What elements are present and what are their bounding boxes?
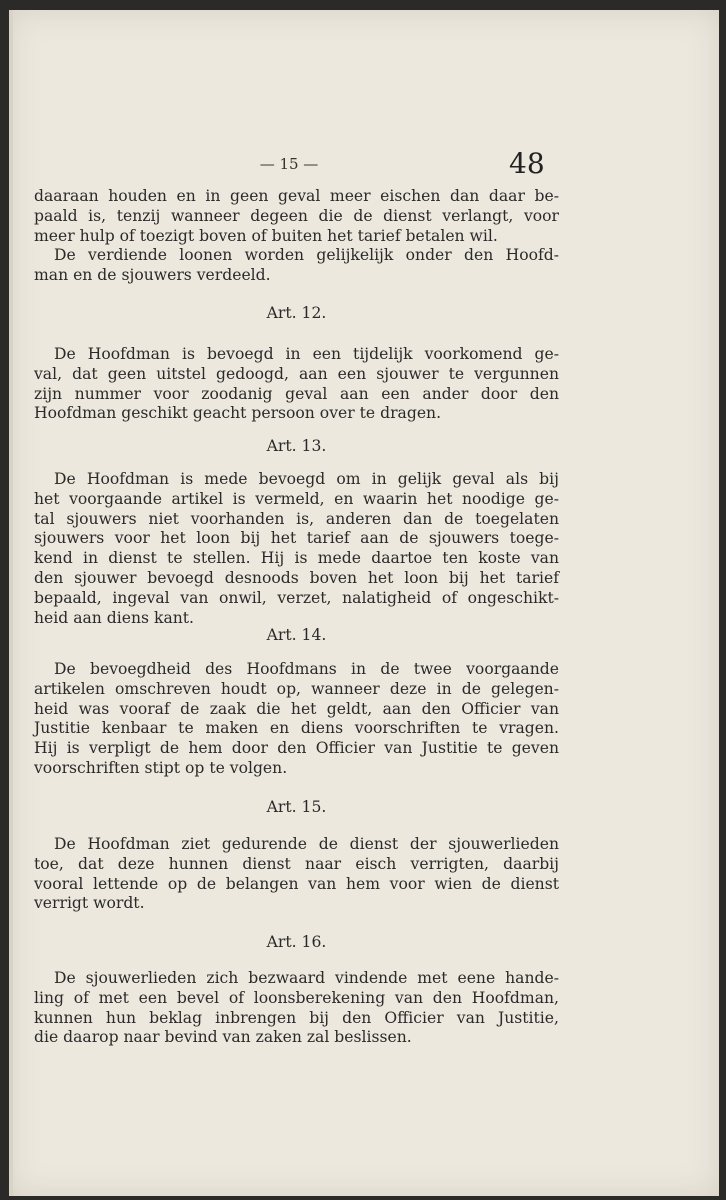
text-line: paald is, tenzij wanneer degeen die de dienst verlangt, voor (34, 206, 559, 225)
text-line: heid was vooraf de zaak die het geldt, aan den Officier van (34, 699, 559, 718)
text-line: artikelen omschreven houdt op, wanneer deze in de gelegen- (34, 679, 559, 698)
text-line: De verdiende loonen worden gelijkelijk onder den Hoofd- (54, 246, 559, 265)
text-line: man en de sjouwers verdeeld. (34, 266, 271, 285)
text-line: die daarop naar bevind van zaken zal beslissen. (34, 1028, 412, 1047)
text-line: vooral lettende op de belangen van hem voor wien de dienst (34, 874, 559, 893)
text-line: toe, dat deze hunnen dienst naar eisch verrigten, daarbij (34, 854, 559, 873)
article-heading: Art. 16. (266, 933, 327, 951)
text-line: val, dat geen uitstel gedoogd, aan een sjouwer te vergunnen (34, 364, 559, 383)
page-number: — 15 — (259, 155, 319, 173)
text-line: verrigt wordt. (34, 894, 145, 913)
text-line: heid aan diens kant. (34, 608, 195, 627)
article-body (34, 660, 559, 779)
text-line: De Hoofdman is bevoegd in een tijdelijk voorkomend ge- (54, 345, 559, 363)
text-line: sjouwers voor het loon bij het tarief aan de sjouwers toege- (34, 529, 559, 548)
text-line: het voorgaande artikel is vermeld, en waarin het noodige ge- (34, 489, 559, 508)
text-line: De Hoofdman is mede bevoegd om in gelijk geval als bij (54, 470, 559, 488)
text-line: ling of met een bevel of loonsberekening van den Hoofdman, (34, 988, 559, 1007)
folio-number: 48 (509, 147, 545, 180)
text-line: De sjouwerlieden zich bezwaard vindende met eene hande- (54, 969, 559, 987)
article-body (34, 835, 559, 914)
text-line: bepaald, ingeval van onwil, verzet, nalatigheid of ongeschikt- (34, 588, 559, 607)
article-heading: Art. 13. (266, 437, 327, 455)
text-line: De bevoegdheid des Hoofdmans in de twee voorgaande (54, 660, 559, 678)
text-line: kunnen hun beklag inbrengen bij den Officier van Justitie, (34, 1008, 559, 1027)
document-page (9, 10, 719, 1196)
text-line: den sjouwer bevoegd desnoods boven het loon bij het tarief (34, 568, 559, 587)
page-edge (9, 10, 13, 1196)
text-line: Justitie kenbaar te maken en diens voorschriften te vragen. (34, 719, 559, 738)
text-line: Hij is verpligt de hem door den Officier van Justitie te geven (34, 739, 559, 758)
text-line: kend in dienst te stellen. Hij is mede daartoe ten koste van (34, 549, 559, 568)
article-heading: Art. 12. (266, 304, 327, 322)
text-line: zijn nummer voor zoodanig geval aan een ander door den (34, 384, 559, 403)
article-body (34, 969, 559, 1048)
text-line: Hoofdman geschikt geacht persoon over te dragen. (34, 404, 442, 423)
article-body (34, 345, 559, 424)
text-line: De Hoofdman ziet gedurende de dienst der sjouwerlieden (54, 835, 559, 853)
text-line: meer hulp of toezigt boven of buiten het tarief betalen wil. (34, 226, 498, 245)
intro-paragraph (34, 187, 559, 286)
article-body (34, 470, 559, 628)
text-line: daaraan houden en in geen geval meer eischen dan daar be- (34, 187, 559, 205)
article-heading: Art. 14. (266, 626, 327, 644)
article-heading: Art. 15. (266, 798, 327, 816)
text-line: tal sjouwers niet voorhanden is, anderen dan de toegelaten (34, 509, 559, 528)
text-line: voorschriften stipt op te volgen. (34, 758, 288, 777)
